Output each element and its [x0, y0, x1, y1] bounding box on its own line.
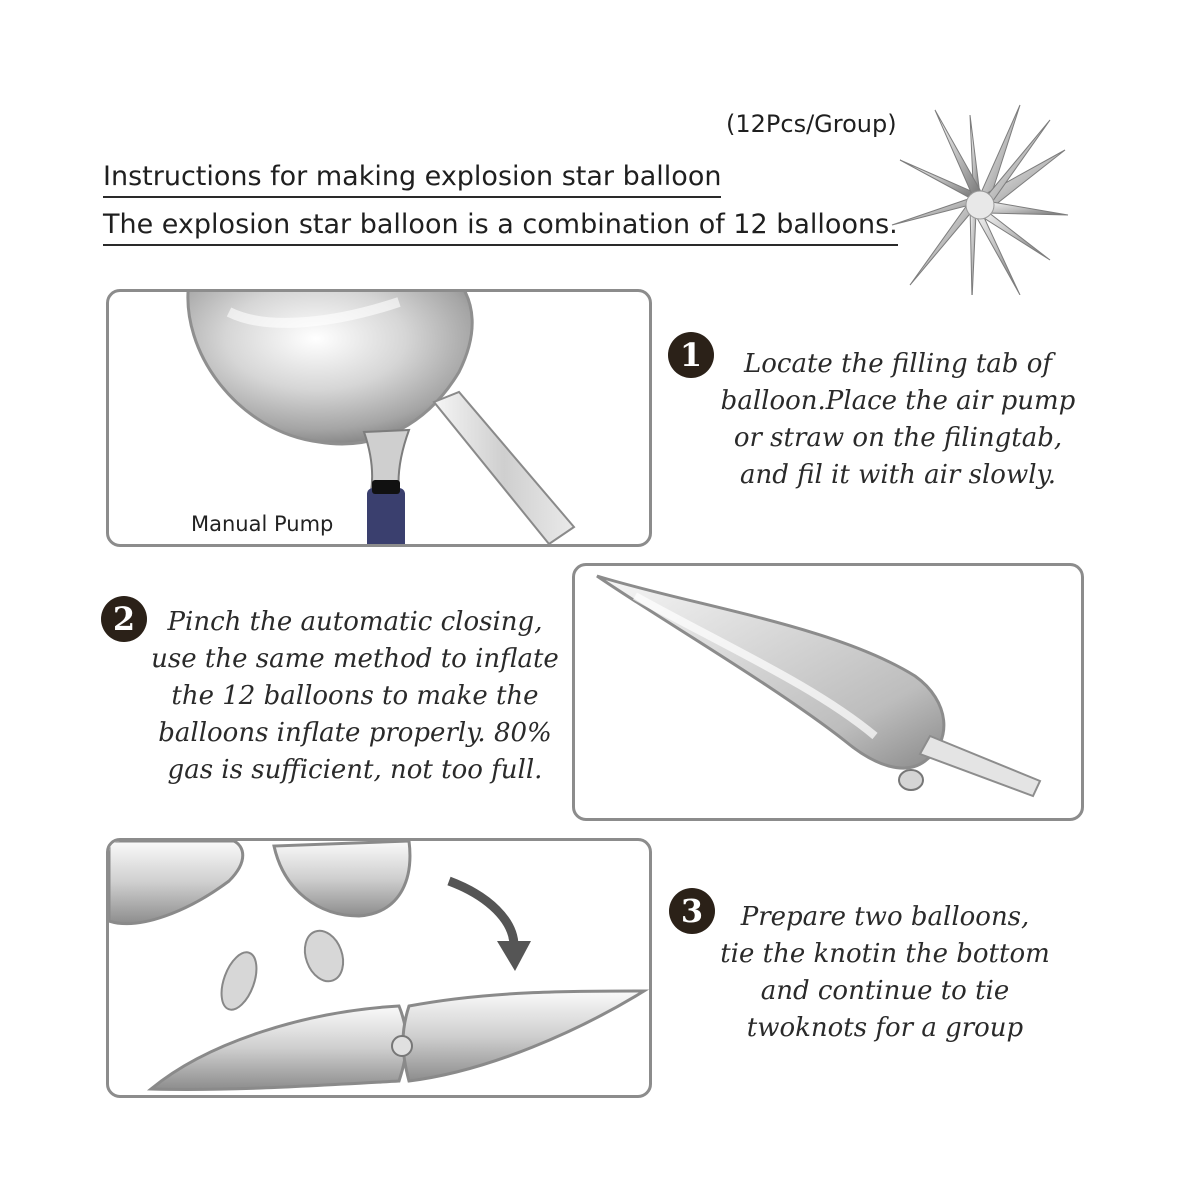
step-3-text	[705, 899, 1065, 1047]
step-3-line: Prepare two balloons,	[740, 902, 1030, 932]
step-3-number: 3	[669, 888, 715, 934]
step-3-line: tie the knotin the bottom	[720, 939, 1050, 969]
step-1-line: or straw on the filingtab,	[733, 423, 1063, 453]
panel-step-2	[572, 563, 1084, 821]
star-balloon-icon	[885, 95, 1070, 295]
page-title: Instructions for making explosion star balloon	[103, 160, 721, 198]
step-1-line: Locate the filling tab of	[743, 349, 1052, 379]
step-2-line: use the same method to inflate	[151, 644, 559, 674]
step-3-line: twoknots for a group	[746, 1013, 1024, 1043]
step-1-number: 1	[668, 332, 714, 378]
step-2-line: gas is sufficient, not too full.	[167, 755, 543, 785]
page-subtitle: The explosion star balloon is a combination of 12 balloons.	[103, 208, 898, 246]
curved-arrow-icon	[449, 881, 531, 971]
step-2-line: balloons inflate properly. 80%	[158, 718, 552, 748]
step-2-text	[150, 604, 560, 789]
step-3-line: and continue to tie	[760, 976, 1010, 1006]
balloon-fill-image	[109, 292, 652, 547]
step-2-line: the 12 balloons to make the	[171, 681, 539, 711]
step-1-line: and fil it with air slowly.	[739, 460, 1057, 490]
pump-label: Manual Pump	[191, 512, 334, 536]
panel-step-1	[106, 289, 652, 547]
tied-balloons-image	[109, 841, 652, 1098]
panel-step-3	[106, 838, 652, 1098]
step-2-number: 2	[101, 596, 147, 642]
step-1-line: balloon.Place the air pump	[720, 386, 1076, 416]
inflated-balloon-image	[575, 566, 1084, 821]
step-2-line: Pinch the automatic closing,	[167, 607, 543, 637]
group-note: (12Pcs/Group)	[726, 110, 897, 138]
step-1-text	[712, 346, 1084, 494]
